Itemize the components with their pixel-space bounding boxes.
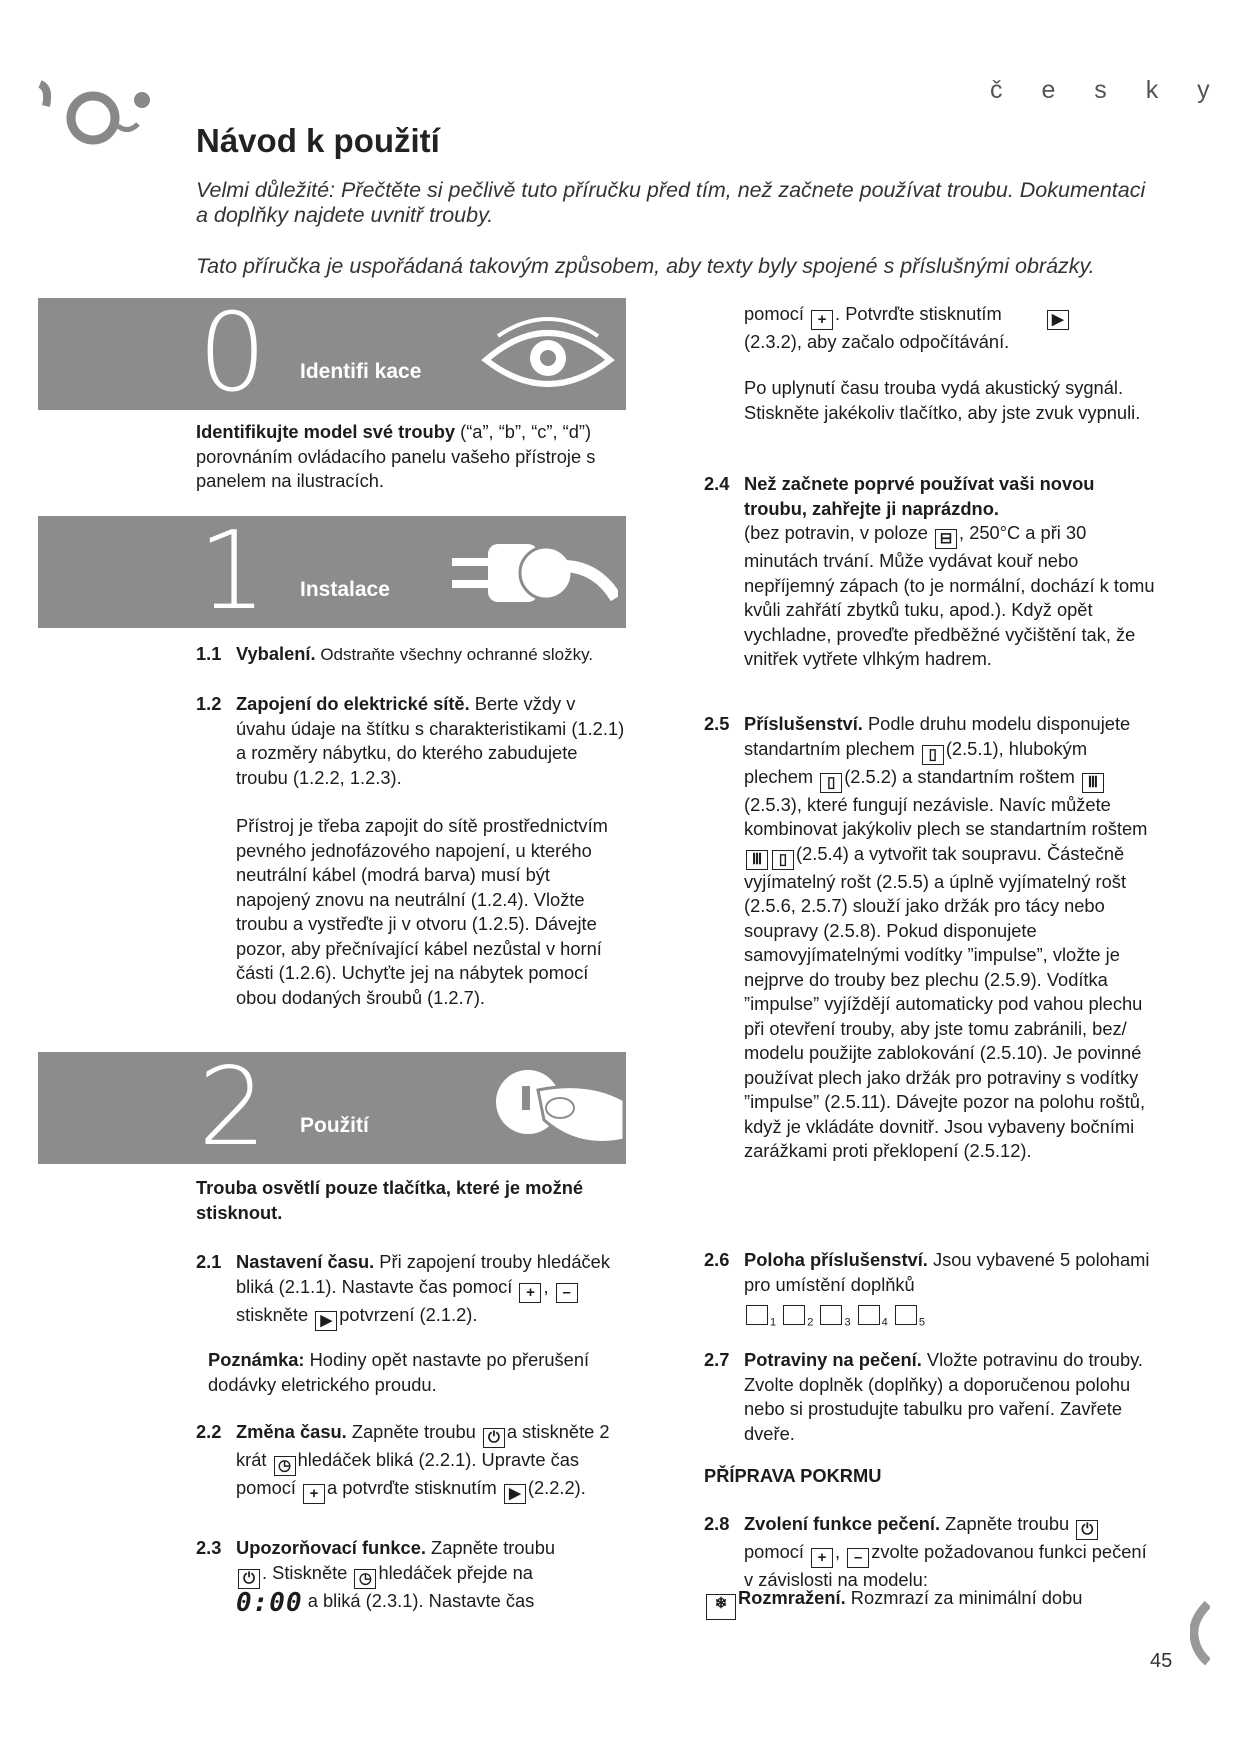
finger-press-icon [478,1060,626,1160]
section-2-band [38,1045,626,1170]
shelf-position-icon [820,1305,842,1325]
eye-icon [478,312,618,398]
section-1-number: 1 [198,509,267,634]
play-confirm-icon: ▶ [1047,310,1069,330]
clock-button-icon: ◷ [354,1569,376,1589]
plus-button-icon: + [303,1484,325,1504]
section-1-label: Instalace [300,578,390,601]
time-display: 0:00 [236,1587,303,1618]
defrost-line: ❄ Rozmražení. Rozmrazí za minimální dobu [704,1586,1174,1620]
shelf-position-icon [895,1305,917,1325]
use-intro: Trouba osvětlí pouze tlačítka, které je možné stisknout. [196,1177,584,1223]
section-0-number: 0 [198,291,267,416]
grill-rack-icon: Ⅲ [1082,773,1104,793]
intro-structure: Tato příručka je uspořádaná takovým způsobem, aby texty byly spojené s příslušnými obrázky. [196,254,1095,278]
baking-tray-icon: ▯ [772,850,794,870]
shelf-position-icon [783,1305,805,1325]
minus-button-icon: – [556,1283,578,1303]
plug-icon [448,528,618,618]
countdown-paragraph: pomocí + . Potvrďte stisknutím ▶ (2.3.2), aby začalo odpočítávání. [744,302,1164,355]
plus-button-icon: + [519,1283,541,1303]
note: Poznámka: Hodiny opět nastavte po přerušení dodávky eletrického proudu. [208,1349,590,1395]
power-button-icon: ⏻ [483,1428,505,1448]
alarm-paragraph: Po uplynutí času trouba vydá akustický sygnál. Stiskněte jakékoliv tlačítko, aby jste zvuk vypnuli. [744,377,1141,423]
power-button-icon: ⏻ [238,1569,260,1589]
grill-rack-icon: Ⅲ [746,850,768,870]
fan-heat-icon: ⊟ [935,529,957,549]
plus-button-icon: + [811,1548,833,1568]
section-2-label: Použití [300,1114,369,1137]
section-0-band [38,291,626,416]
language-label: č e s k y [990,76,1226,104]
shelf-position-icon [746,1305,768,1325]
minus-button-icon: – [847,1548,869,1568]
shelf-positions: $_1$ $_2$ $_3$ $_4$ $_5$ [744,1303,1159,1335]
play-confirm-icon: ▶ [504,1484,526,1504]
shelf-position-icon [858,1305,880,1325]
page-title: Návod k použití [196,122,440,159]
play-confirm-icon: ▶ [315,1311,337,1331]
section-2-number: 2 [198,1045,267,1170]
section-0-label: Identifi kace [300,360,422,383]
plus-button-icon: + [811,310,833,330]
deep-tray-icon: ▯ [820,773,842,793]
preparation-heading: PŘÍPRAVA POKRMU [704,1465,882,1486]
power-button-icon: ⏻ [1076,1520,1098,1540]
brand-logo-icon [38,76,174,166]
intro-important: Velmi důležité: Přečtěte si pečlivě tuto příručku před tím, než začnete používat troubu. Dokumentaci a doplňky najdete uvnitř trouby. [196,178,1146,227]
identify-paragraph: Identifikujte model své trouby (“a”, “b”, “c”, “d”) porovnáním ovládacího panelu vašeho přístroje s panelem na ilustracích. [196,421,596,491]
defrost-icon: ❄ [706,1594,736,1620]
section-1-band [38,509,626,634]
page-edge-mark-icon [1190,1600,1210,1670]
page-number: 45 [1150,1650,1173,1672]
baking-tray-icon: ▯ [922,745,944,765]
clock-button-icon: ◷ [274,1456,296,1476]
